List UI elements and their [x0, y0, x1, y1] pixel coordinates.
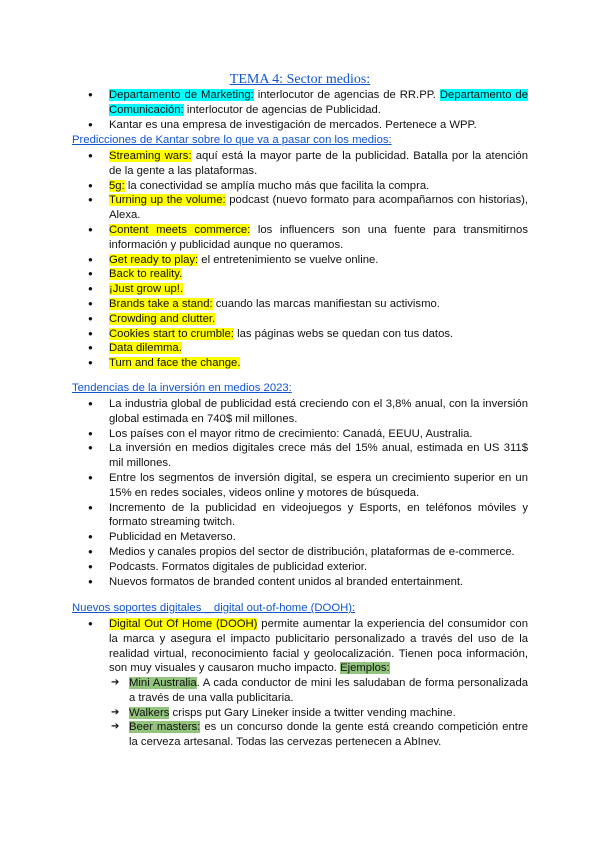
highlight: 5g:: [109, 179, 125, 192]
list-item: [88, 253, 528, 268]
page-title: TEMA 4: Sector medios:: [229, 72, 371, 87]
highlight: Walkers: [129, 706, 170, 719]
intro-list: [88, 88, 528, 132]
list-item: [88, 88, 528, 118]
list-item: ● Incremento de la publicidad en videojuegos y Esports, en teléfonos móviles y formato streaming twitch.: [88, 501, 528, 531]
item-text: podcast (nuevo formato para acompañarnos con historias), Alexa.: [109, 194, 528, 222]
section-heading-kantar[interactable]: Predicciones de Kantar sobre lo que va a pasar con los medios:: [72, 134, 392, 146]
highlight: Cookies start to crumble:: [109, 327, 234, 340]
kantar-list: [88, 149, 528, 371]
tendencias-list: [88, 397, 528, 589]
list-item: [88, 341, 528, 356]
item-text: interlocutor de agencias de RR.PP.: [253, 89, 440, 101]
list-item: ● La inversión en medios digitales crece más del 15% anual, estimada en US 311$ mil millones.: [88, 441, 528, 471]
item-text: . A cada conductor de mini les saludaban de forma personalizada a través de una valla publicitaria.: [129, 677, 529, 704]
list-item: [88, 356, 528, 371]
list-item: ● Podcasts. Formatos digitales de publicidad exterior.: [88, 560, 528, 575]
item-text: los influencers son una fuente para transmitirnos información y publicidad aunque no queramos.: [109, 223, 528, 251]
highlight: ¡Just grow up!.: [109, 283, 184, 296]
item-text: permite aumentar la experiencia del consumidor con la marca y asegura el impacto publicitario personalizado a través del uso de la realidad virtual, reconocimiento facial y geolocalización. Tienen poca información, son muy visuales y causaron mucho impacto.: [109, 618, 528, 675]
highlight: Brands take a stand:: [109, 297, 213, 310]
list-item: [88, 297, 528, 312]
list-item: ● La industria global de publicidad está creciendo con el 3,8% anual, con la inversión global estimada en 740$ mil millones.: [88, 397, 528, 427]
item-text: cuando las marcas manifiestan su activismo.: [212, 297, 440, 310]
section-heading-tendencias[interactable]: Tendencias de la inversión en medios 2023:: [72, 382, 292, 394]
list-item: ● Entre los segmentos de inversión digital, se espera un crecimiento superior en un 15% en redes sociales, videos online y motores de búsqueda.: [88, 471, 528, 501]
list-item: [88, 617, 528, 676]
highlight: Crowding and clutter.: [109, 312, 216, 325]
highlight-ejemplos: Ejemplos:: [340, 662, 390, 675]
list-item: [109, 676, 528, 706]
highlight: Get ready to play:: [109, 253, 199, 266]
highlight: Streaming wars:: [109, 150, 192, 162]
list-item: [88, 223, 528, 253]
list-item: [88, 267, 528, 282]
highlight: Content meets commerce:: [109, 223, 251, 236]
highlight: Beer masters:: [129, 721, 201, 734]
list-item: [88, 327, 528, 342]
highlight: Turning up the volume:: [109, 194, 226, 207]
highlight: Back to reality.: [109, 268, 183, 281]
list-item: [109, 706, 528, 721]
list-item: ● Medios y canales propios del sector de distribución, plataformas de e-commerce.: [88, 545, 528, 560]
item-text: interlocutor de agencias de Publicidad.: [183, 103, 381, 116]
list-item: [88, 193, 528, 223]
list-item: [88, 312, 528, 327]
list-item: ● Los países con el mayor ritmo de crecimiento: Canadá, EEUU, Australia.: [88, 427, 528, 442]
list-item: [109, 720, 528, 750]
dooh-examples-list: [109, 676, 528, 750]
item-text: es un concurso donde la gente está creando competición entre la cerveza artesanal. Todas las cervezas pertenecen a AbInev.: [129, 721, 528, 749]
highlight: Data dilemma.: [109, 342, 182, 355]
list-item: ● Publicidad en Metaverso.: [88, 530, 528, 545]
section-heading-dooh[interactable]: Nuevos soportes digitales _ digital out-of-home (DOOH):: [72, 602, 356, 614]
highlight: Turn and face the change.: [109, 357, 241, 370]
item-text: crisps put Gary Lineker inside a twitter vending machine.: [169, 706, 456, 719]
list-item: [88, 149, 528, 179]
dooh-list: [88, 617, 528, 676]
list-item: ● Nuevos formatos de branded content unidos al branded entertainment.: [88, 575, 528, 590]
list-item: [88, 282, 528, 297]
highlight-marketing: Departamento de Marketing:: [109, 89, 254, 101]
highlight: Mini Australia: [129, 677, 197, 689]
item-text: las páginas webs se quedan con tus datos.: [233, 327, 454, 340]
list-item: [88, 179, 528, 194]
item-text: la conectividad se amplía mucho más que facilita la compra.: [124, 179, 430, 192]
highlight-dooh: Digital Out Of Home (DOOH): [109, 618, 258, 630]
highlight-comunicacion: Departamento de Comunicación:: [109, 89, 528, 116]
item-text: aquí está la mayor parte de la publicidad. Batalla por la atención de la gente a las plataformas.: [109, 150, 528, 177]
item-text: Kantar es una empresa de investigación de mercados. Pertenece a WPP.: [109, 118, 477, 131]
item-text: el entretenimiento se vuelve online.: [198, 253, 379, 266]
list-item: [88, 118, 528, 133]
